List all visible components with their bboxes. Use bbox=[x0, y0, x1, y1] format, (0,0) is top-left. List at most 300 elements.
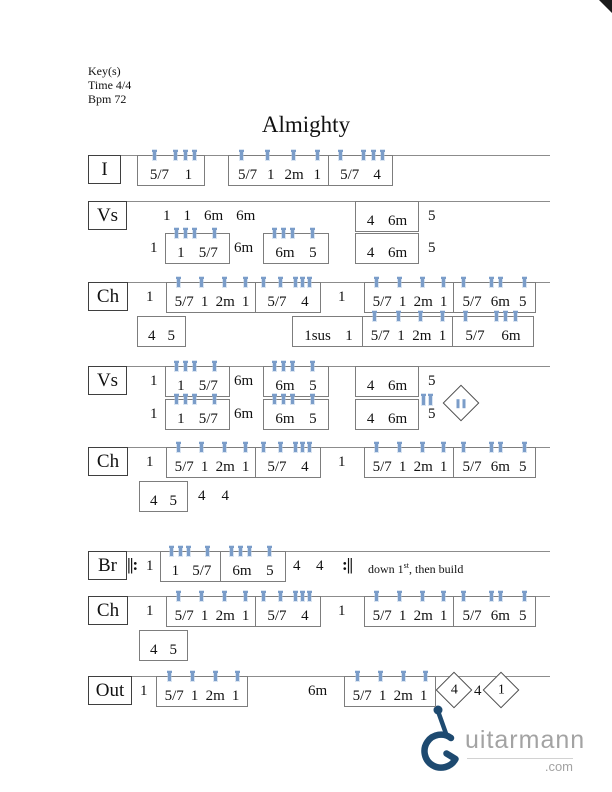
push-tick-mark bbox=[514, 311, 517, 321]
push-tick-mark bbox=[223, 591, 226, 601]
chord-symbol: 5 bbox=[518, 294, 527, 310]
push-tick-mark bbox=[311, 394, 314, 404]
chord-symbol: 1 bbox=[146, 289, 154, 305]
chord-symbol: 4 bbox=[474, 683, 482, 699]
chord-symbol: 4 bbox=[316, 558, 324, 574]
push-tick-mark bbox=[523, 277, 526, 287]
push-tick-mark bbox=[419, 311, 422, 321]
push-tick-mark bbox=[441, 311, 444, 321]
chord-symbol: 5 bbox=[518, 459, 527, 475]
push-tick-mark bbox=[184, 228, 187, 238]
chord-symbol: 6m bbox=[275, 378, 295, 394]
chord-symbol: 1 bbox=[150, 240, 158, 256]
push-tick-mark bbox=[339, 150, 342, 160]
push-tick-mark bbox=[193, 394, 196, 404]
push-tick-mark bbox=[177, 277, 180, 287]
chord-symbol: 4 bbox=[366, 213, 375, 229]
repeat-sign: :|| bbox=[342, 555, 353, 574]
push-tick-mark bbox=[177, 442, 180, 452]
chord-symbol: 2m bbox=[413, 459, 433, 475]
push-tick-mark bbox=[429, 394, 432, 405]
push-tick-mark bbox=[499, 591, 502, 601]
push-tick-mark bbox=[490, 591, 493, 601]
bpm-label: Bpm 72 bbox=[88, 92, 127, 106]
chord-measure-box bbox=[166, 282, 258, 313]
chord-symbol: 4 bbox=[148, 328, 156, 344]
push-tick-mark bbox=[294, 277, 297, 287]
chord-symbol: 5/7 bbox=[237, 167, 258, 183]
chord-symbol: 6m bbox=[204, 208, 224, 224]
note-text-part: down 1 bbox=[368, 562, 404, 576]
chord-symbol: 1 bbox=[150, 373, 158, 389]
push-tick-mark bbox=[175, 361, 178, 371]
chord-symbol: 6m bbox=[490, 459, 510, 475]
diamond-chord: 4 bbox=[450, 682, 458, 697]
chord-symbol: 6m bbox=[308, 683, 328, 699]
push-tick-mark bbox=[200, 277, 203, 287]
push-tick-mark bbox=[442, 277, 445, 287]
chord-symbol: 1 bbox=[150, 406, 158, 422]
push-tick-mark bbox=[379, 671, 382, 681]
push-tick-mark bbox=[291, 394, 294, 404]
chord-symbol: 5/7 bbox=[352, 688, 372, 704]
chord-symbol: 5/7 bbox=[462, 459, 482, 475]
chord-symbol: 2m bbox=[413, 294, 433, 310]
push-tick-mark bbox=[308, 277, 311, 287]
chord-symbol: 4 bbox=[301, 459, 309, 475]
chord-symbol: 1 bbox=[439, 608, 448, 624]
push-tick-mark bbox=[273, 228, 276, 238]
chord-sequence bbox=[198, 486, 229, 506]
chord-symbol: 1 bbox=[378, 688, 387, 704]
chord-measure-box bbox=[165, 233, 230, 264]
push-tick-mark bbox=[499, 277, 502, 287]
chord-measure-box bbox=[255, 282, 321, 313]
push-tick-mark bbox=[311, 361, 314, 371]
chord-measure-box bbox=[160, 551, 223, 582]
staff-line-verse-1 bbox=[88, 201, 550, 202]
song-title: Almighty bbox=[261, 112, 351, 137]
push-tick-mark bbox=[184, 394, 187, 404]
chord-measure-box bbox=[263, 366, 329, 397]
push-tick-mark bbox=[490, 277, 493, 287]
chord-symbol: 1 bbox=[438, 328, 447, 344]
chord-symbol: 5 bbox=[309, 411, 317, 427]
chord-symbol: 1 bbox=[184, 167, 193, 183]
chord-symbol: 1 bbox=[419, 688, 428, 704]
chord-symbol: 5/7 bbox=[174, 608, 194, 624]
chord-symbol: 5/7 bbox=[198, 245, 218, 261]
chord-symbol: 4 bbox=[301, 608, 309, 624]
logo-wordmark: uitarmann bbox=[465, 726, 586, 754]
push-tick-mark bbox=[282, 394, 285, 404]
chord-symbol: 4 bbox=[293, 558, 301, 574]
push-tick-mark bbox=[191, 671, 194, 681]
push-tick-mark bbox=[495, 311, 498, 321]
chord-symbol: 1 bbox=[398, 608, 407, 624]
chord-measure-box bbox=[364, 447, 456, 478]
push-tick-mark bbox=[175, 228, 178, 238]
chord-symbol: 1 bbox=[338, 603, 346, 619]
push-tick-mark bbox=[179, 546, 182, 556]
chord-symbol: 1 bbox=[338, 289, 346, 305]
push-tick-mark bbox=[282, 361, 285, 371]
push-tick-mark bbox=[381, 150, 384, 160]
guitar-g-icon bbox=[418, 697, 470, 777]
chord-symbol: 5/7 bbox=[174, 459, 194, 475]
push-tick-mark bbox=[457, 399, 460, 408]
push-tick-mark bbox=[372, 150, 375, 160]
chord-symbol: 5/7 bbox=[372, 459, 392, 475]
chord-symbol: 1 bbox=[183, 208, 191, 224]
chord-measure-box bbox=[255, 447, 321, 478]
chord-symbol: 1 bbox=[439, 459, 448, 475]
chord-measure-box bbox=[292, 316, 365, 347]
push-tick-mark bbox=[223, 277, 226, 287]
push-tick-mark bbox=[206, 546, 209, 556]
chord-symbol: 5/7 bbox=[192, 563, 212, 579]
push-tick-mark bbox=[279, 277, 282, 287]
chord-symbol: 5/7 bbox=[267, 459, 287, 475]
song-meta bbox=[88, 64, 131, 106]
chord-symbol: 2m bbox=[205, 688, 225, 704]
push-tick-mark bbox=[504, 311, 507, 321]
push-tick-mark bbox=[398, 277, 401, 287]
push-tick-mark bbox=[262, 442, 265, 452]
note-superscript: st bbox=[403, 561, 410, 570]
chord-symbol: 4 bbox=[198, 488, 206, 504]
chord-symbol: 1 bbox=[439, 294, 448, 310]
chord-symbol: 1 bbox=[177, 245, 185, 261]
chord-symbol: 5/7 bbox=[164, 688, 184, 704]
chord-measure-box bbox=[355, 233, 419, 264]
chord-measure-box bbox=[328, 155, 393, 186]
push-tick-mark bbox=[397, 311, 400, 321]
chord-symbol: 1 bbox=[398, 459, 407, 475]
chord-symbol: 2m bbox=[412, 328, 432, 344]
push-tick-mark bbox=[499, 442, 502, 452]
chord-symbol: 5 bbox=[518, 608, 527, 624]
push-tick-mark bbox=[244, 442, 247, 452]
chord-measure-box bbox=[344, 676, 436, 707]
push-tick-mark bbox=[273, 394, 276, 404]
push-tick-mark bbox=[187, 546, 190, 556]
push-tick-mark bbox=[213, 361, 216, 371]
push-tick-mark bbox=[421, 277, 424, 287]
chord-symbol: 6m bbox=[234, 406, 254, 422]
push-tick-mark bbox=[308, 591, 311, 601]
push-tick-mark bbox=[291, 361, 294, 371]
chord-measure-box bbox=[364, 596, 456, 627]
push-tick-mark bbox=[373, 311, 376, 321]
time-signature: Time 4/4 bbox=[88, 78, 132, 92]
guitarmann-logo bbox=[418, 697, 588, 782]
chord-symbol: 1 bbox=[140, 683, 148, 699]
chord-symbol: 5 bbox=[309, 378, 317, 394]
chord-symbol: 5 bbox=[428, 208, 436, 224]
chord-symbol: 6m bbox=[275, 245, 295, 261]
repeat-sign: ||: bbox=[127, 555, 138, 574]
chord-measure-box bbox=[453, 282, 536, 313]
chord-symbol: 4 bbox=[366, 245, 375, 261]
chord-measure-box bbox=[137, 316, 186, 347]
push-tick-mark bbox=[398, 442, 401, 452]
diamond-hold bbox=[443, 385, 480, 422]
push-tick-mark bbox=[282, 228, 285, 238]
push-tick-mark bbox=[308, 442, 311, 452]
section-label-chorus-3: Ch bbox=[88, 596, 128, 625]
chord-symbol: 1 bbox=[171, 563, 180, 579]
chord-measure-box bbox=[165, 399, 230, 430]
push-tick-mark bbox=[174, 150, 177, 160]
push-tick-mark bbox=[279, 442, 282, 452]
chord-symbol: 1 bbox=[200, 459, 209, 475]
push-tick-mark bbox=[462, 277, 465, 287]
chord-symbol: 1 bbox=[177, 411, 185, 427]
push-tick-mark bbox=[442, 591, 445, 601]
chord-measure-box bbox=[452, 316, 534, 347]
chord-symbol: 6m bbox=[232, 563, 252, 579]
chord-symbol: 1 bbox=[146, 603, 154, 619]
chord-measure-box bbox=[139, 481, 188, 512]
chord-measure-box bbox=[453, 596, 536, 627]
push-tick-mark bbox=[213, 228, 216, 238]
chord-symbol: 6m bbox=[387, 245, 408, 261]
chord-symbol: 5 bbox=[167, 328, 175, 344]
chord-symbol: 6m bbox=[387, 213, 408, 229]
keys-label: Key(s) bbox=[88, 64, 121, 78]
push-tick-mark bbox=[362, 150, 365, 160]
chord-symbol: 5 bbox=[309, 245, 317, 261]
chord-symbol: 2m bbox=[215, 459, 235, 475]
push-tick-mark bbox=[273, 361, 276, 371]
chord-symbol: 6m bbox=[236, 208, 256, 224]
chord-symbol: 1 bbox=[267, 167, 275, 183]
push-tick-mark bbox=[239, 546, 242, 556]
chord-symbol: 2m bbox=[215, 294, 235, 310]
chord-measure-box bbox=[355, 366, 419, 397]
push-tick-mark bbox=[262, 277, 265, 287]
chord-symbol: 6m bbox=[490, 608, 510, 624]
push-tick-mark bbox=[193, 228, 196, 238]
chord-symbol: 6m bbox=[234, 240, 254, 256]
chord-symbol: 1 bbox=[338, 454, 346, 470]
section-label-verse-1: Vs bbox=[88, 201, 127, 230]
push-tick-mark bbox=[292, 150, 295, 160]
chord-symbol: 1 bbox=[398, 294, 407, 310]
push-tick-mark bbox=[244, 591, 247, 601]
section-label-verse-2: Vs bbox=[88, 366, 127, 395]
staff-line-bridge bbox=[88, 551, 550, 552]
push-tick-mark bbox=[223, 442, 226, 452]
push-tick-mark bbox=[268, 546, 271, 556]
push-tick-mark bbox=[230, 546, 233, 556]
chord-symbol: 5/7 bbox=[372, 608, 392, 624]
chord-measure-box bbox=[156, 676, 248, 707]
chord-measure-box bbox=[355, 399, 419, 430]
diamond-ticks bbox=[457, 399, 466, 408]
push-tick-mark bbox=[375, 277, 378, 287]
push-tick-mark bbox=[175, 394, 178, 404]
push-tick-mark bbox=[214, 671, 217, 681]
chord-symbol: 1 bbox=[146, 454, 154, 470]
push-tick-mark bbox=[316, 150, 319, 160]
push-tick-mark bbox=[236, 671, 239, 681]
push-tick-mark bbox=[523, 442, 526, 452]
push-tick-mark bbox=[421, 442, 424, 452]
chord-symbol: 1 bbox=[397, 328, 405, 344]
chord-symbol: 1 bbox=[200, 294, 209, 310]
push-tick-mark bbox=[398, 591, 401, 601]
push-tick-mark bbox=[244, 277, 247, 287]
chord-symbol: 5/7 bbox=[174, 294, 194, 310]
push-tick-mark bbox=[301, 591, 304, 601]
chord-symbol: 1 bbox=[177, 378, 185, 394]
push-tick-mark bbox=[490, 442, 493, 452]
chord-symbol: 5/7 bbox=[462, 294, 482, 310]
push-tick-mark bbox=[266, 150, 269, 160]
push-tick-mark bbox=[523, 591, 526, 601]
push-tick-mark bbox=[301, 277, 304, 287]
chord-symbol: 2m bbox=[215, 608, 235, 624]
chord-symbol: 6m bbox=[490, 294, 510, 310]
chord-measure-box bbox=[263, 399, 329, 430]
chord-symbol: 5 bbox=[169, 642, 177, 658]
push-tick-mark bbox=[462, 442, 465, 452]
chord-sequence bbox=[163, 206, 255, 226]
push-tick-mark bbox=[463, 399, 466, 408]
push-tick-mark bbox=[200, 591, 203, 601]
chord-symbol: 2m bbox=[393, 688, 413, 704]
chord-measure-box bbox=[255, 596, 321, 627]
push-tick-mark bbox=[375, 442, 378, 452]
chord-symbol: 5/7 bbox=[340, 167, 360, 183]
chord-symbol: 4 bbox=[221, 488, 229, 504]
chord-symbol: 5/7 bbox=[372, 294, 392, 310]
chord-measure-box bbox=[137, 155, 205, 186]
chord-symbol: 2m bbox=[413, 608, 433, 624]
chord-symbol: 5 bbox=[428, 406, 436, 422]
chord-measure-box bbox=[166, 596, 258, 627]
page-corner-mark bbox=[599, 0, 612, 13]
push-tick-mark bbox=[424, 671, 427, 681]
push-tick-mark bbox=[184, 361, 187, 371]
chord-symbol: 1 bbox=[241, 294, 250, 310]
push-tick-mark bbox=[442, 442, 445, 452]
chord-symbol: 2m bbox=[284, 167, 304, 183]
chord-symbol: 1 bbox=[241, 459, 250, 475]
chord-symbol: 5/7 bbox=[198, 411, 218, 427]
push-tick-mark bbox=[462, 591, 465, 601]
chord-measure-box bbox=[220, 551, 286, 582]
chord-symbol: 6m bbox=[387, 378, 408, 394]
push-tick-mark bbox=[301, 442, 304, 452]
push-tick-mark bbox=[170, 546, 173, 556]
chord-symbol: 4 bbox=[373, 167, 381, 183]
chord-symbol: 4 bbox=[301, 294, 309, 310]
push-tick-mark bbox=[177, 591, 180, 601]
section-label-outro: Out bbox=[88, 676, 132, 705]
chord-symbol: 6m bbox=[275, 411, 295, 427]
push-tick-mark bbox=[168, 671, 171, 681]
push-tick-mark bbox=[279, 591, 282, 601]
chord-symbol: 1 bbox=[146, 558, 154, 574]
section-label-bridge: Br bbox=[88, 551, 127, 580]
push-tick-mark bbox=[294, 442, 297, 452]
push-tick-mark bbox=[184, 150, 187, 160]
chord-symbol: 1 bbox=[200, 608, 209, 624]
chord-measure-box bbox=[228, 155, 331, 186]
chord-symbol: 6m bbox=[501, 328, 521, 344]
logo-domain: .com bbox=[544, 759, 573, 774]
section-label-chorus-1: Ch bbox=[88, 282, 128, 311]
chord-symbol: 5/7 bbox=[267, 294, 287, 310]
chord-symbol: 1 bbox=[345, 328, 353, 344]
push-tick-mark bbox=[248, 546, 251, 556]
chord-symbol: 5/7 bbox=[198, 378, 218, 394]
chord-measure-box bbox=[166, 447, 258, 478]
push-tick-mark bbox=[262, 591, 265, 601]
section-label-intro: I bbox=[88, 155, 121, 184]
chord-measure-box bbox=[364, 282, 456, 313]
push-tick-mark bbox=[200, 442, 203, 452]
push-tick-mark bbox=[193, 361, 196, 371]
chord-symbol: 1 bbox=[313, 167, 322, 183]
chord-symbol: 5/7 bbox=[149, 167, 169, 183]
chord-symbol: 6m bbox=[387, 411, 408, 427]
chord-symbol: 5 bbox=[428, 373, 436, 389]
push-tick-mark bbox=[193, 150, 196, 160]
chord-symbol: 5/7 bbox=[465, 328, 485, 344]
performance-note bbox=[368, 559, 463, 576]
chord-symbol: 5/7 bbox=[462, 608, 482, 624]
chord-symbol: 5/7 bbox=[370, 328, 390, 344]
push-tick-mark bbox=[294, 591, 297, 601]
push-tick-mark bbox=[464, 311, 467, 321]
diamond-chord: 1 bbox=[497, 682, 505, 697]
chord-symbol: 1sus bbox=[304, 328, 331, 344]
push-tick-mark bbox=[402, 671, 405, 681]
chord-measure-box bbox=[139, 630, 188, 661]
chord-symbol: 5/7 bbox=[267, 608, 287, 624]
chord-symbol: 4 bbox=[150, 642, 158, 658]
chord-symbol: 5 bbox=[169, 493, 177, 509]
chord-measure-box bbox=[453, 447, 536, 478]
push-tick-mark bbox=[375, 591, 378, 601]
push-tick-mark bbox=[422, 394, 425, 405]
chord-symbol: 4 bbox=[150, 493, 158, 509]
push-tick-mark bbox=[213, 394, 216, 404]
chord-symbol: 1 bbox=[163, 208, 171, 224]
push-tick-mark bbox=[153, 150, 156, 160]
chord-symbol: 1 bbox=[231, 688, 240, 704]
chord-measure-box bbox=[165, 366, 230, 397]
push-tick-mark bbox=[421, 591, 424, 601]
chord-symbol: 6m bbox=[234, 373, 254, 389]
section-label-chorus-2: Ch bbox=[88, 447, 128, 476]
chord-symbol: 5 bbox=[266, 563, 274, 579]
chord-symbol: 4 bbox=[366, 411, 375, 427]
chord-measure-box bbox=[355, 201, 419, 232]
note-text-part: , then build bbox=[409, 562, 464, 576]
chord-symbol: 4 bbox=[366, 378, 375, 394]
chord-measure-box bbox=[263, 233, 329, 264]
chord-symbol: 1 bbox=[241, 608, 250, 624]
chord-symbol: 5 bbox=[428, 240, 436, 256]
push-tick-mark bbox=[311, 228, 314, 238]
push-tick-mark bbox=[291, 228, 294, 238]
chord-symbol: 1 bbox=[190, 688, 199, 704]
